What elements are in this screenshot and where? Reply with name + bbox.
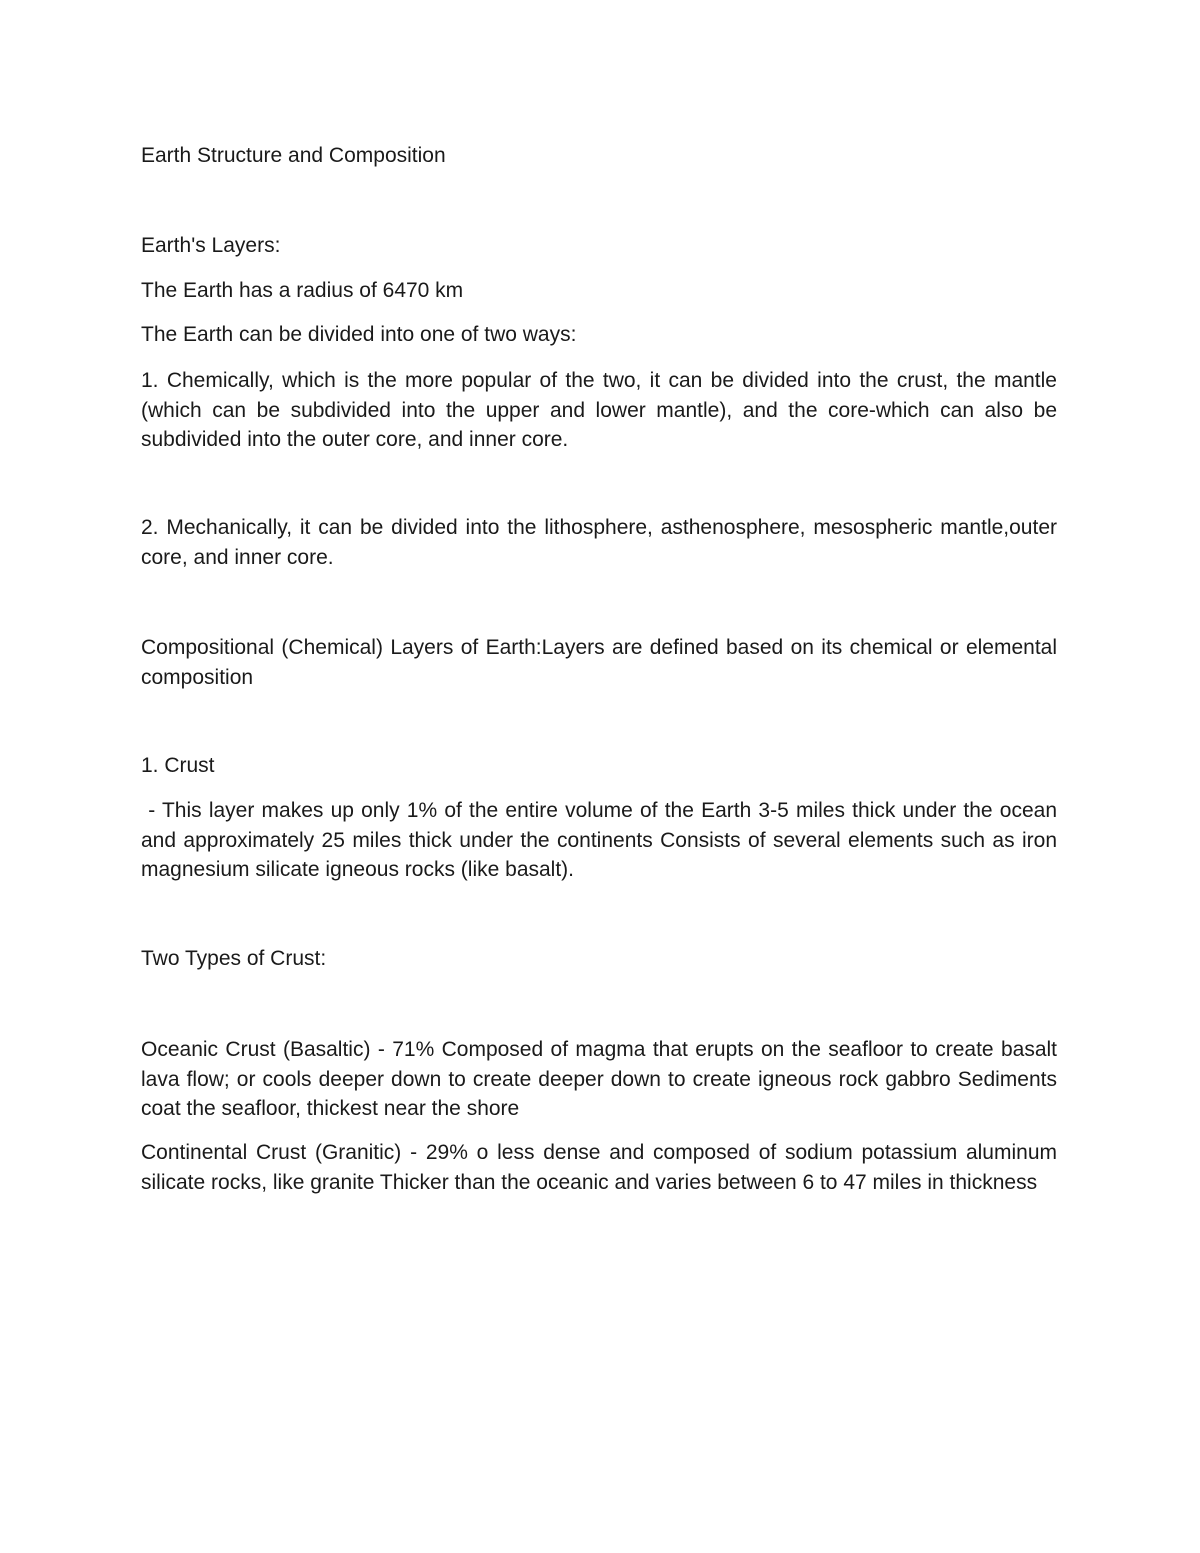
crust-description: - This layer makes up only 1% of the entire volume of the Earth 3-5 miles thick under the ocean and approximately 25 miles thick under the continents Consists of several elements such as iron magnesium silicate igneous rocks (like basalt). xyxy=(141,799,1063,881)
divided-line: The Earth can be divided into one of two ways: xyxy=(141,323,577,346)
point-mechanically: 2. Mechanically, it can be divided into the lithosphere, asthenosphere, mesospheric mantle,outer core, and inner core. xyxy=(141,516,1057,569)
two-types-heading: Two Types of Crust: xyxy=(141,947,327,970)
document-title: Earth Structure and Composition xyxy=(141,144,446,167)
radius-line: The Earth has a radius of 6470 km xyxy=(141,279,464,302)
layers-heading: Earth's Layers: xyxy=(141,234,281,257)
oceanic-crust-paragraph: Oceanic Crust (Basaltic) - 71% Composed of magma that erupts on the seafloor to create basalt lava flow; or cools deeper down to create deeper down to create igneous rock gabbro Sediments coat the seafloor, thickest near the shore xyxy=(141,1038,1057,1120)
continental-crust-paragraph: Continental Crust (Granitic) - 29% o less dense and composed of sodium potassium aluminum silicate rocks, like granite Thicker than the oceanic and varies between 6 to 47 miles in thickness xyxy=(141,1141,1057,1194)
compositional-paragraph: Compositional (Chemical) Layers of Earth:Layers are defined based on its chemical or elemental composition xyxy=(141,636,1057,689)
crust-heading: 1. Crust xyxy=(141,754,215,777)
point-chemically: 1. Chemically, which is the more popular of the two, it can be divided into the crust, the mantle (which can be subdivided into the upper and lower mantle), and the core-which can also be subdivided into the outer core, and inner core. xyxy=(141,369,1057,451)
